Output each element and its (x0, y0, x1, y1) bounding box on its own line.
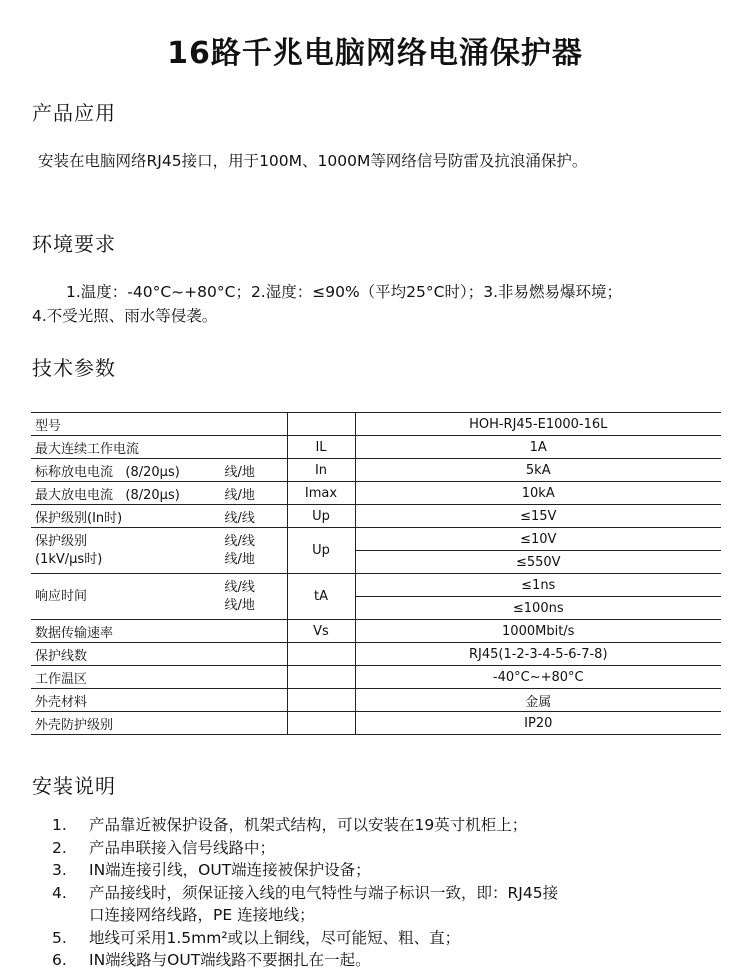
list-item (52, 949, 558, 972)
param-symbol: IL (287, 436, 355, 459)
param-label-2: (1kV/μs时) (35, 551, 103, 567)
table-row (31, 413, 721, 436)
param-symbol: Up (287, 528, 355, 574)
param-label-cell (31, 482, 287, 505)
table-row (31, 666, 721, 689)
table-row (31, 436, 721, 459)
param-symbol: tA (287, 574, 355, 620)
param-sub: 线/线 (224, 533, 255, 549)
list-text: 地线可采用1.5mm²或以上铜线，尽可能短、粗、直； (89, 928, 461, 947)
list-number: 1. (52, 816, 67, 834)
table-row (31, 528, 721, 551)
param-value: RJ45(1-2-3-4-5-6-7-8) (355, 643, 721, 666)
param-value: 5kA (355, 459, 721, 482)
list-item-continuation: 口连接网络线路，PE 连接地线； (89, 906, 315, 924)
list-text: IN端线路与OUT端线路不要捆扎在一起。 (89, 951, 371, 969)
param-label: 保护级别(In时) (35, 510, 123, 526)
param-sub: 线/线 (224, 579, 255, 595)
list-item (52, 927, 558, 950)
param-symbol (287, 666, 355, 689)
param-value: 10kA (355, 482, 721, 505)
param-label: 响应时间 (35, 588, 88, 604)
param-value: HOH-RJ45-E1000-16L (355, 413, 721, 436)
param-symbol: Up (287, 505, 355, 528)
param-sub-2: 线/地 (224, 551, 255, 567)
param-label: 标称放电电流 (35, 464, 114, 480)
param-label: 数据传输速率 (31, 620, 287, 643)
param-label: 保护级别 (35, 533, 88, 549)
param-value: ≤10V (355, 528, 721, 551)
param-value: 1A (355, 436, 721, 459)
table-row (31, 505, 721, 528)
list-text: 产品接线时，须保证接入线的电气特性与端子标识一致，即：RJ45接 (89, 883, 559, 902)
param-label-cell (31, 528, 287, 574)
list-number: 3. (52, 861, 67, 879)
param-sub: 线/地 (224, 464, 255, 480)
param-value: ≤1ns (355, 574, 721, 597)
table-row (31, 689, 721, 712)
list-item (52, 837, 558, 860)
environment-line-2: 4.不受光照、雨水等侵袭。 (32, 307, 218, 325)
param-wave: (8/20μs) (125, 487, 180, 503)
list-number: 2. (52, 838, 67, 857)
list-number: 5. (52, 928, 67, 947)
table-row (31, 643, 721, 666)
table-row (31, 459, 721, 482)
param-value: ≤100ns (355, 597, 721, 620)
param-sub: 线/线 (224, 510, 255, 526)
param-label-cell (31, 505, 287, 528)
param-value: 1000Mbit/s (355, 620, 721, 643)
list-text: IN端连接引线，OUT端连接被保护设备； (89, 861, 371, 879)
table-row (31, 620, 721, 643)
param-label: 外壳防护级别 (31, 712, 287, 735)
heading-application: 产品应用 (32, 101, 116, 125)
heading-environment: 环境要求 (32, 232, 116, 256)
param-value: 金属 (355, 689, 721, 712)
param-symbol (287, 643, 355, 666)
param-sub: 线/地 (224, 487, 255, 503)
param-label: 外壳材料 (31, 689, 287, 712)
install-list (52, 814, 558, 972)
param-symbol (287, 413, 355, 436)
application-text: 安装在电脑网络RJ45接口，用于100M、1000M等网络信号防雷及抗浪涌保护。 (38, 152, 588, 170)
param-value: ≤550V (355, 551, 721, 574)
param-value: IP20 (355, 712, 721, 735)
list-number: 6. (52, 951, 67, 969)
param-label: 型号 (31, 413, 287, 436)
param-label-cell (31, 574, 287, 620)
param-symbol (287, 689, 355, 712)
param-symbol: In (287, 459, 355, 482)
heading-install: 安装说明 (32, 774, 116, 798)
param-label: 保护线数 (31, 643, 287, 666)
list-number: 4. (52, 883, 67, 902)
table-row (31, 574, 721, 597)
page-title: 16路千兆电脑网络电涌保护器 (167, 36, 583, 71)
list-text: 产品靠近被保护设备，机架式结构，可以安装在19英寸机柜上； (89, 816, 528, 834)
table-row (31, 482, 721, 505)
environment-line-1: 1.温度：-40°C~+80°C；2.湿度：≤90%（平均25°C时）；3.非易燃易爆环境； (66, 283, 623, 301)
param-value: -40°C~+80°C (355, 666, 721, 689)
param-symbol (287, 712, 355, 735)
param-symbol: Vs (287, 620, 355, 643)
param-sub-2: 线/地 (224, 597, 255, 613)
list-item (52, 859, 558, 882)
heading-tech: 技术参数 (32, 356, 116, 380)
list-item (52, 882, 558, 905)
param-value: ≤15V (355, 505, 721, 528)
list-text: 产品串联接入信号线路中； (89, 838, 276, 857)
param-label: 最大连续工作电流 (31, 436, 287, 459)
table-row (31, 712, 721, 735)
param-label: 最大放电电流 (35, 487, 114, 503)
spec-table (31, 412, 721, 735)
param-label-cell (31, 459, 287, 482)
param-label: 工作温区 (31, 666, 287, 689)
list-item (52, 814, 558, 837)
param-symbol: Imax (287, 482, 355, 505)
param-wave: (8/20μs) (125, 464, 180, 480)
